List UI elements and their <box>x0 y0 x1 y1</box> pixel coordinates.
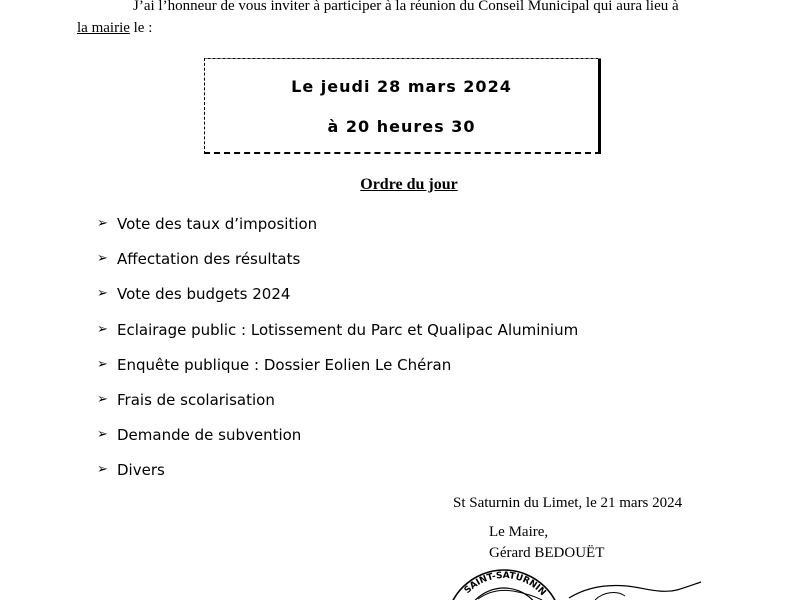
agenda-item <box>97 460 578 495</box>
agenda-item-text: Vote des budgets 2024 <box>117 285 291 304</box>
arrow-bullet-icon: ➢ <box>97 391 108 407</box>
meeting-time: à 20 heures 30 <box>327 117 476 136</box>
arrow-bullet-icon: ➢ <box>97 321 108 337</box>
arrow-bullet-icon: ➢ <box>97 462 108 478</box>
agenda-item-text: Affectation des résultats <box>117 250 301 269</box>
agenda-item <box>97 320 578 355</box>
signer-title: Le Maire, <box>489 524 549 540</box>
town-hall-stamp <box>438 566 568 600</box>
agenda-item-text: Eclairage public : Lotissement du Parc et Qualipac Aluminium <box>117 320 579 339</box>
mayor-signature <box>565 578 705 600</box>
intro-suffix: le : <box>129 20 153 36</box>
svg-text:SAINT-SATURNIN <box>463 571 548 598</box>
agenda-list <box>97 214 578 496</box>
agenda-item <box>97 249 578 284</box>
stamp-seal-icon <box>438 566 568 600</box>
agenda-item-text: Vote des taux d’imposition <box>117 215 318 233</box>
agenda-item-text: Enquête publique : Dossier Eolien Le Chéran <box>117 355 452 374</box>
agenda-item <box>97 425 578 460</box>
box-top-edge <box>205 58 601 62</box>
meeting-place: la mairie <box>77 20 130 36</box>
arrow-bullet-icon: ➢ <box>97 216 108 231</box>
arrow-bullet-icon: ➢ <box>97 427 108 443</box>
signer-name: Gérard BEDOUËT <box>489 545 605 561</box>
arrow-bullet-icon: ➢ <box>97 251 108 267</box>
agenda-item <box>97 284 578 319</box>
agenda-title: Ordre du jour <box>360 176 458 193</box>
signature-place-date: St Saturnin du Limet, le 21 mars 2024 <box>453 495 683 511</box>
arrow-bullet-icon: ➢ <box>97 286 108 302</box>
arrow-bullet-icon: ➢ <box>97 356 108 372</box>
meeting-date: Le jeudi 28 mars 2024 <box>291 77 512 96</box>
meeting-date-box <box>204 58 601 154</box>
intro-text-line2 <box>77 20 152 37</box>
agenda-item-text: Frais de scolarisation <box>117 390 275 409</box>
agenda-item-text: Demande de subvention <box>117 426 302 445</box>
agenda-item <box>97 390 578 425</box>
stamp-text: SAINT-SATURNIN <box>462 570 548 599</box>
agenda-item <box>97 214 578 249</box>
intro-text-line1: J’ai l’honneur de vous inviter à participer à la réunion du Conseil Municipal qui aura lieu à <box>133 0 679 14</box>
agenda-item-text: Divers <box>117 461 165 480</box>
agenda-item <box>97 355 578 390</box>
handwritten-signature-icon <box>565 578 705 600</box>
